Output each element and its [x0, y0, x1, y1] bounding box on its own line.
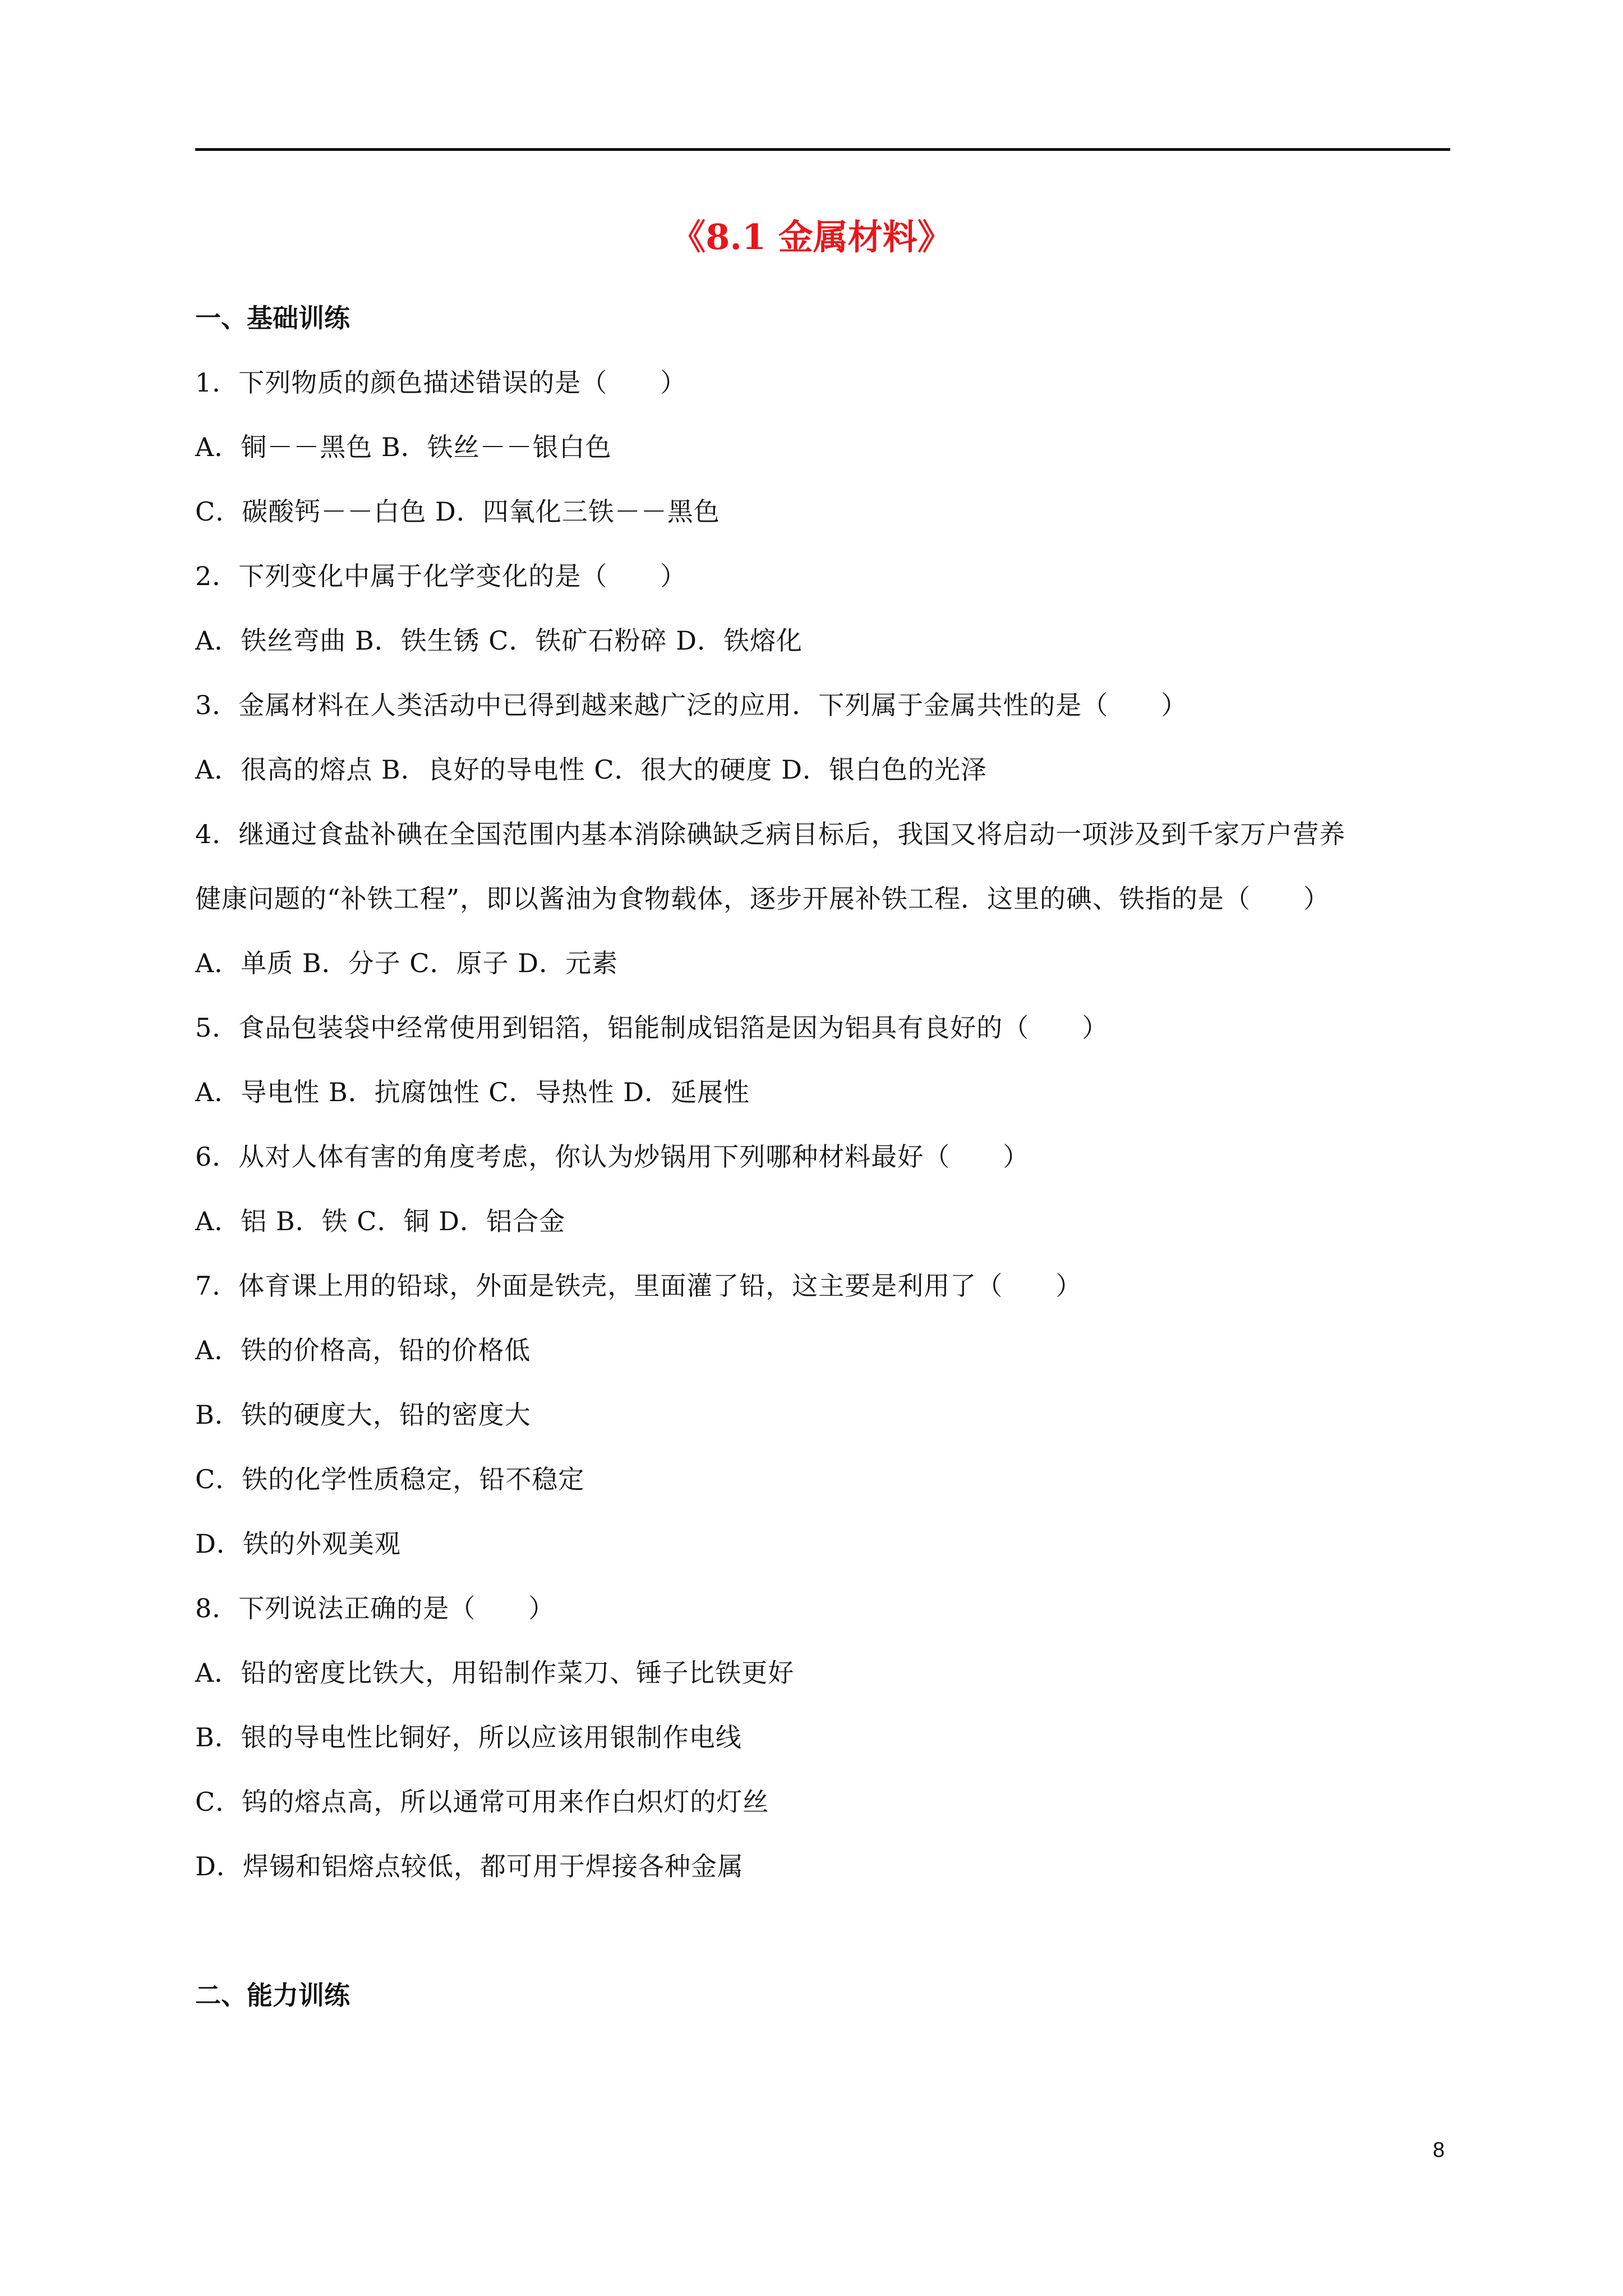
question-1-options-c-d: C．碳酸钙－－白色 D．四氧化三铁－－黑色	[195, 496, 720, 527]
question-4-line-1: 4．继通过食盐补碘在全国范围内基本消除碘缺乏病目标后，我国又将启动一项涉及到千家万户营养	[195, 819, 1346, 849]
question-8: 8．下列说法正确的是（ ）	[195, 1593, 555, 1623]
question-7-option-b: B．铁的硬度大，铅的密度大	[195, 1400, 531, 1430]
question-6: 6．从对人体有害的角度考虑，你认为炒锅用下列哪种材料最好（ ）	[195, 1142, 1030, 1172]
question-7-option-d: D．铁的外观美观	[195, 1529, 401, 1559]
question-8-option-d: D．焊锡和铝熔点较低，都可用于焊接各种金属	[195, 1851, 744, 1881]
question-1-options-a-b: A．铜－－黑色 B．铁丝－－银白色	[195, 432, 612, 462]
question-7: 7．体育课上用的铅球，外面是铁壳，里面灌了铅，这主要是利用了（ ）	[195, 1271, 1082, 1301]
question-5-options: A．导电性 B．抗腐蚀性 C．导热性 D．延展性	[195, 1077, 750, 1107]
section-heading-basic-training: 一、基础训练	[195, 303, 350, 333]
question-2-options: A．铁丝弯曲 B．铁生锈 C．铁矿石粉碎 D．铁熔化	[195, 625, 803, 656]
question-7-option-c: C．铁的化学性质稳定，铅不稳定	[195, 1464, 585, 1494]
question-1: 1．下列物质的颜色描述错误的是（ ）	[195, 367, 687, 398]
question-6-options: A．铝 B．铁 C．铜 D．铝合金	[195, 1206, 565, 1236]
header-rule	[195, 148, 1450, 151]
section-spacer	[195, 1899, 1450, 1963]
question-4-line-2: 健康问题的“补铁工程”，即以酱油为食物载体，逐步开展补铁工程．这里的碘、铁指的是（ ）	[195, 884, 1330, 914]
question-3: 3．金属材料在人类活动中已得到越来越广泛的应用．下列属于金属共性的是（ ）	[195, 690, 1188, 720]
document-content	[195, 286, 1450, 2028]
question-4-options: A．单质 B．分子 C．原子 D．元素	[195, 948, 618, 978]
question-8-option-c: C．钨的熔点高，所以通常可用来作白炽灯的灯丝	[195, 1787, 769, 1817]
question-5: 5．食品包装袋中经常使用到铝箔，铝能制成铝箔是因为铝具有良好的（ ）	[195, 1013, 1109, 1043]
page-number: 8	[1432, 2138, 1445, 2162]
question-2: 2．下列变化中属于化学变化的是（ ）	[195, 561, 687, 591]
document-title: 《8.1 金属材料》	[671, 217, 952, 257]
question-8-option-a: A．铅的密度比铁大，用铅制作菜刀、锤子比铁更好	[195, 1658, 795, 1688]
question-7-option-a: A．铁的价格高，铅的价格低	[195, 1335, 531, 1365]
section-heading-ability-training: 二、能力训练	[195, 1980, 350, 2010]
question-8-option-b: B．银的导电性比铜好，所以应该用银制作电线	[195, 1722, 742, 1752]
question-3-options: A．很高的熔点 B．良好的导电性 C．很大的硬度 D．银白色的光泽	[195, 754, 987, 785]
